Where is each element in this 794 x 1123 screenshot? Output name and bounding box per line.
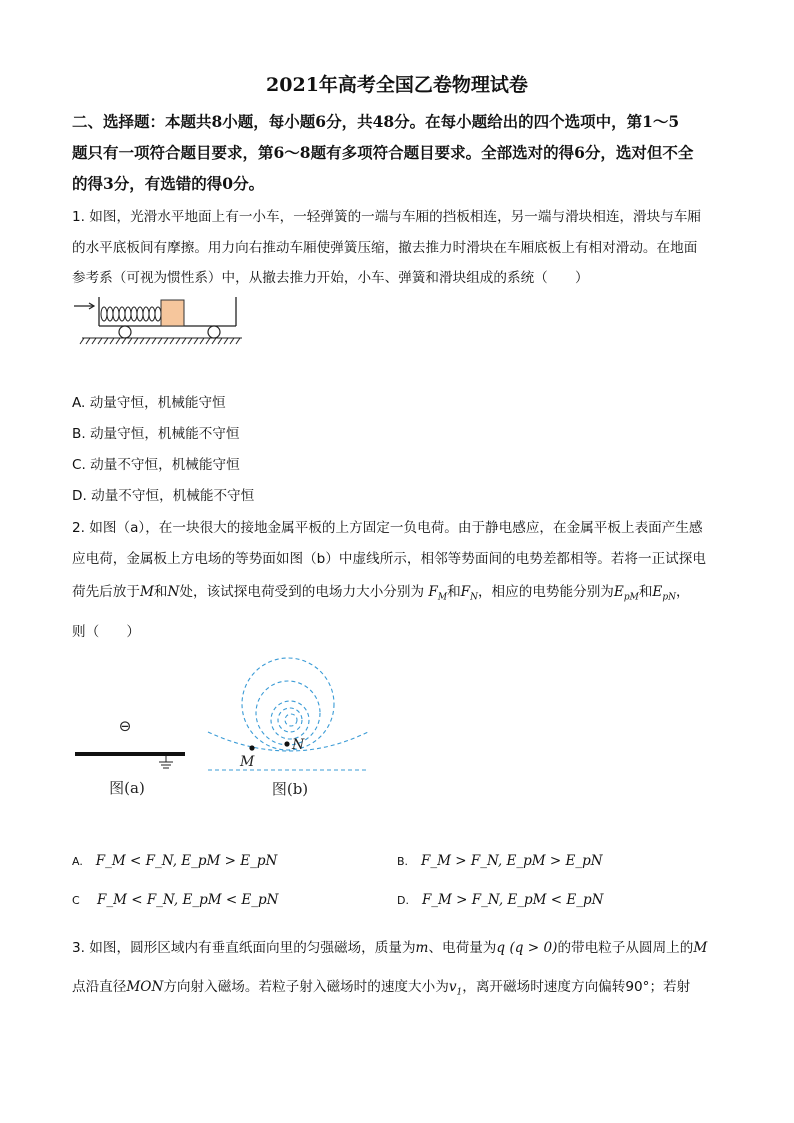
metal-plate	[75, 752, 185, 756]
page-title: 2021年高考全国乙卷物理试卷	[266, 74, 528, 96]
q1-option-d[interactable]: D. 动量不守恒，机械能不守恒	[72, 488, 255, 504]
point-n	[284, 741, 289, 746]
q3-stem-line-2: 点沿直径MON方向射入磁场。若粒子射入磁场时的速度大小为$v_1$，离开磁场时速度方向偏转90°；若射	[72, 979, 691, 998]
q2-stem-line-2: 应电荷，金属板上方电场的等势面如图（b）中虚线所示，相邻等势面间的电势差都相等。若将一正试探电	[72, 551, 706, 567]
q1-stem-line-1: 1. 如图，光滑水平地面上有一小车，一轻弹簧的一端与车厢的挡板相连，另一端与滑块相连，滑块与车厢	[72, 209, 702, 225]
q1-option-a[interactable]: A. 动量守恒，机械能守恒	[72, 395, 226, 411]
point-m	[249, 745, 254, 750]
ground-symbol	[159, 756, 173, 768]
q2-option-b[interactable]: B. F_M > F_N, E_pM > E_pN	[397, 853, 603, 869]
q1-option-c[interactable]: C. 动量不守恒，机械能守恒	[72, 457, 240, 473]
q1-cart-figure	[74, 294, 244, 350]
q1-stem-line-2: 的水平底板间有摩擦。用力向右推动车厢使弹簧压缩，撤去推力时滑块在车厢底板上有相对滑动。在地面	[72, 240, 698, 256]
q2-figure-a	[70, 710, 190, 800]
section-header-line-2: 题只有一项符合题目要求，第6～8题有多项符合题目要求。全部选对的得6分，选对但不全	[72, 143, 694, 162]
force-F-M: $F_M$	[428, 584, 448, 603]
q3-stem-line-1: 3. 如图，圆形区域内有垂直纸面向里的匀强磁场，质量为m、电荷量为q (q > 0)的带电粒子从圆周上的M	[72, 940, 708, 956]
q2-option-c[interactable]: C F_M < F_N, E_pM < E_pN	[72, 892, 279, 908]
section-header-line-1: 二、选择题：本题共8小题，每小题6分，共48分。在每小题给出的四个选项中，第1～5	[72, 112, 680, 131]
q2-figure-b	[200, 650, 375, 800]
q1-option-b[interactable]: B. 动量守恒，机械能不守恒	[72, 426, 240, 442]
wheels	[119, 326, 220, 338]
ground-hatch	[80, 338, 242, 344]
q2-stem-line-3: 荷先后放于M和N处，该试探电荷受到的电场力大小分别为 $F_M$和$F_N$，相应的电势能分别为$E_{pM}$和$E_{pN}$，	[72, 584, 690, 603]
label-n: N	[292, 737, 305, 753]
q2-stem-line-1: 2. 如图（a），在一块很大的接地金属平板的上方固定一负电荷。由于静电感应，在金属平板上表面产生感	[72, 520, 703, 536]
q2-stem-line-4: 则（ ）	[72, 624, 140, 640]
push-arrow	[74, 303, 94, 309]
q2-option-d[interactable]: D. F_M > F_N, E_pM < E_pN	[397, 892, 604, 908]
equipotential-lines	[208, 658, 368, 770]
velocity-v1: $v_1$	[448, 979, 463, 998]
energy-E-pM: $E_{pM}$	[613, 584, 639, 603]
energy-E-pN: $E_{pN}$	[652, 584, 676, 603]
force-F-N: $F_N$	[460, 584, 478, 603]
spring	[101, 307, 161, 321]
slider-block	[161, 300, 184, 326]
q1-stem-line-3: 参考系（可视为惯性系）中，从撤去推力开始，小车、弹簧和滑块组成的系统（ ）	[72, 270, 589, 286]
section-header-line-3: 的得3分，有选错的得0分。	[72, 174, 265, 193]
caption-a: 图(a)	[109, 779, 145, 797]
label-m: M	[240, 754, 255, 770]
caption-b: 图(b)	[271, 780, 309, 798]
negative-charge: ⊖	[118, 717, 132, 735]
q2-option-a[interactable]: A. F_M < F_N, E_pM > E_pN	[72, 853, 278, 869]
